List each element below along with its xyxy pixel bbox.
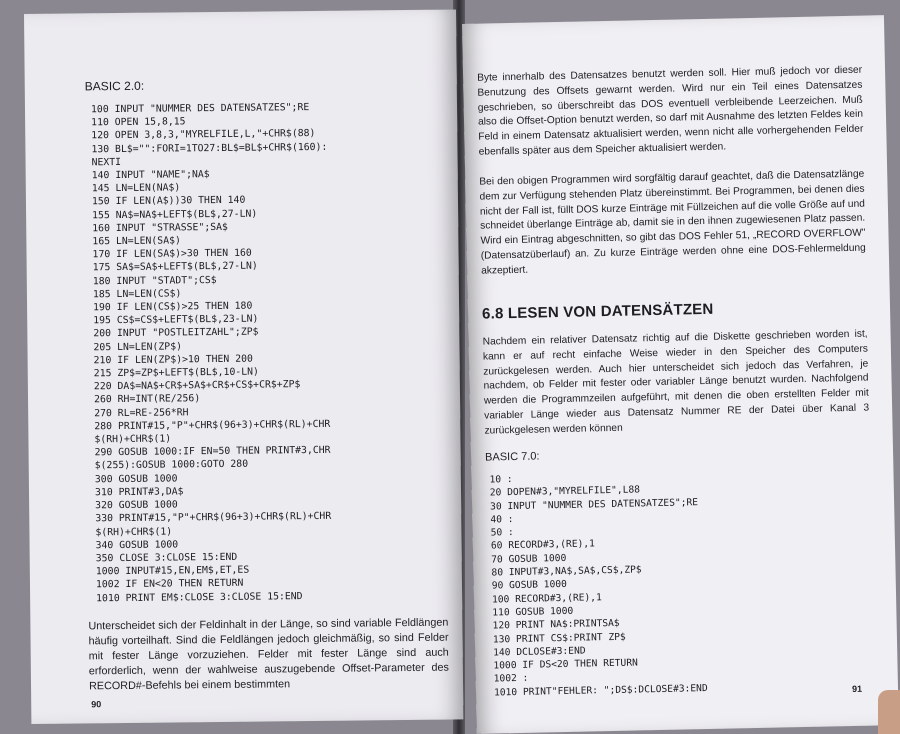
basic-code-listing [489, 466, 854, 700]
code-line: 330 PRINT#15,"P"+CHR$(96+3)+CHR$(RL)+CHR [95, 511, 332, 525]
code-line: 90 GOSUB 1000 [491, 579, 567, 592]
code-line: 260 RH=INT(RE/256) [93, 393, 201, 406]
code-line: 310 PRINT#3,DA$ [94, 486, 184, 499]
code-line: 140 INPUT "NAME";NA$ [91, 169, 210, 182]
code-line: $(RH)+CHR$(1) [94, 433, 172, 446]
code-line: 10 : [489, 474, 513, 486]
code-line: 120 OPEN 3,8,3,"MYRELFILE,L,"+CHR$(88) [91, 128, 316, 142]
code-line: 270 RL=RE-256*RH [94, 406, 189, 419]
code-line: 100 RECORD#3,(RE),1 [491, 591, 602, 606]
code-line: 280 PRINT#15,"P"+CHR$(96+3)+CHR$(RL)+CHR [94, 418, 331, 433]
code-line: 195 CS$=CS$+LEFT$(BL$,23-LN) [93, 313, 259, 327]
code-line: 110 OPEN 15,8,15 [91, 116, 186, 129]
code-line: 155 NA$=NA$+LEFT$(BL$,27-LN) [92, 208, 258, 221]
code-line: 120 PRINT NA$:PRINTSA$ [492, 618, 620, 632]
code-line: 1000 INPUT#15,EN,EM$,ET,ES [95, 564, 250, 578]
code-line: 200 INPUT "POSTLEITZAHL";ZP$ [93, 327, 259, 340]
code-line: 340 GOSUB 1000 [95, 539, 179, 551]
code-line: 210 IF LEN(ZP$)>10 THEN 200 [93, 353, 253, 367]
code-line: 1010 PRINT EM$:CLOSE 3:CLOSE 15:END [96, 590, 303, 604]
code-line: 1002 : [493, 673, 529, 685]
code-line: 145 LN=LEN(NA$) [91, 182, 181, 195]
code-line: 1000 IF DS<20 THEN RETURN [493, 657, 638, 672]
code-line: 110 GOSUB 1000 [492, 605, 574, 619]
code-line: 130 PRINT CS$:PRINT ZP$ [492, 631, 626, 646]
right-page [462, 15, 899, 734]
code-line: 175 SA$=SA$+LEFT$(BL$,27-LN) [92, 261, 258, 274]
left-page [24, 9, 463, 723]
code-line: NEXTI [91, 156, 122, 169]
body-paragraph-top: Byte innerhalb des Datensatzes benutzt werden soll. Hier muß jedoch vor dieser Benutzung des Offsets gewarnt werden. Wird nur ein Teil eines Datensatzes geschrieben, so überschreibt das DOS eventuell verbleibende Leerzeichen. Muß also die Offset-Option benutzt werden, so darf mit Ausnahme des letzten Feldes kein Feld in einem Datensatz aktualisiert werden, wenn nicht alle vorhergehenden Felder ebenfalls später aus dem Speicher aktualisiert werden. [477, 64, 864, 158]
code-line: 205 LN=LEN(ZP$) [93, 341, 183, 353]
body-paragraph: Unterscheidet sich der Feldinhalt in der Länge, so sind variable Feldlängen häufig vorteilhaft. Sind die Feldlängen jedoch gleichmäßig, so sind Felder mit fester Länge vorzuziehen. Felder mit fester Länge sind auch erforderlich, wenn der wahlweise auszugebende Offset-Parameter des RECORD#-Befehls bei einem bestimmten [88, 616, 449, 693]
basic-version-heading: BASIC 2.0: [84, 78, 145, 94]
basic-code-listing [91, 100, 456, 605]
code-line: 190 IF LEN(CS$)>25 THEN 180 [93, 300, 253, 314]
section-title: 6.8 LESEN VON DATENSÄTZEN [481, 300, 714, 323]
code-line: 150 IF LEN(A$))30 THEN 140 [91, 195, 246, 208]
code-line: 140 DCLOSE#3:END [493, 645, 586, 659]
body-paragraph-section: Nachdem ein relativer Datensatz richtig auf die Diskette geschrieben worden ist, kann er auf recht einfache Weise wieder in den Speicher des Computers zurückgelesen werden. Auch hier unterscheidet sich jedoch das Verfahren, je nachdem, ob Felder mit fester oder variabler Länge benutzt wurden. Nachfolgend werden die Programmzeilen aufgeführt, mit denen die oben erstellten Felder mit variabler Länge wieder aus Datensatz Nummer RE der Datei über Kanal 3 zurückgelesen werden können [482, 328, 870, 437]
page-number: 91 [851, 683, 863, 694]
code-line: 290 GOSUB 1000:IF EN=50 THEN PRINT#3,CHR [94, 445, 331, 459]
code-line: 160 INPUT "STRASSE";SA$ [92, 221, 228, 235]
code-line: 320 GOSUB 1000 [95, 499, 178, 512]
code-line: $(RH)+CHR$(1) [95, 525, 173, 538]
code-line: 80 INPUT#3,NA$,SA$,CS$,ZP$ [491, 564, 642, 579]
body-paragraph-middle: Bei den obigen Programmen wird sorgfältig darauf geachtet, daß die Datensatzlänge dem zur Verfügung stehenden Platz übereinstimmt. Bei Programmen, bei denen dies nicht der Fall ist, füllt DOS kurze Einträge mit Füllzeichen auf die volle Größe auf und schneidet überlange Einträge ab, damit sie in den ihnen zugewiesenen Platz passen. Wird ein Eintrag abgeschnitten, so gibt das DOS Fehler 51, „RECORD OVERFLOW" (Datensatzüberlauf) an. Zu kurze Einträge werden ohne eine DOS-Fehlermeldung akzeptiert. [479, 168, 866, 277]
code-line: 220 DA$=NA$+CR$+SA$+CR$+CS$+CR$+ZP$ [93, 379, 301, 393]
code-line: 40 : [490, 513, 514, 526]
thumb [878, 690, 900, 734]
page-number: 90 [91, 699, 102, 710]
code-line: 20 DOPEN#3,"MYRELFILE",L88 [489, 484, 641, 499]
code-line: 130 BL$="":FORI=1TO27:BL$=BL$+CHR$(160): [91, 141, 328, 155]
code-line: 185 LN=LEN(CS$) [92, 288, 182, 301]
code-line: 70 GOSUB 1000 [491, 552, 567, 566]
code-line: 170 IF LEN(SA$)>30 THEN 160 [92, 247, 252, 261]
code-line: 1010 PRINT"FEHLER: ";DS$:DCLOSE#3:END [493, 682, 708, 699]
code-line: 350 CLOSE 3:CLOSE 15:END [95, 551, 238, 565]
code-line: $(255):GOSUB 1000:GOTO 280 [94, 459, 249, 472]
code-line: 215 ZP$=ZP$+LEFT$(BL$,10-LN) [93, 366, 259, 380]
code-line: 30 INPUT "NUMMER DES DATENSATZES";RE [489, 496, 699, 513]
code-line: 300 GOSUB 1000 [94, 473, 178, 485]
code-line: 100 INPUT "NUMMER DES DATENSATZES";RE [90, 102, 310, 116]
code-line: 60 RECORD#3,(RE),1 [490, 538, 596, 552]
code-line: 1002 IF EN<20 THEN RETURN [95, 578, 244, 591]
code-line: 180 INPUT "STADT";CS$ [92, 274, 217, 287]
code-line: 165 LN=LEN(SA$) [92, 235, 181, 248]
code-line: 50 : [490, 527, 514, 539]
basic-version-heading: BASIC 7.0: [484, 450, 540, 464]
